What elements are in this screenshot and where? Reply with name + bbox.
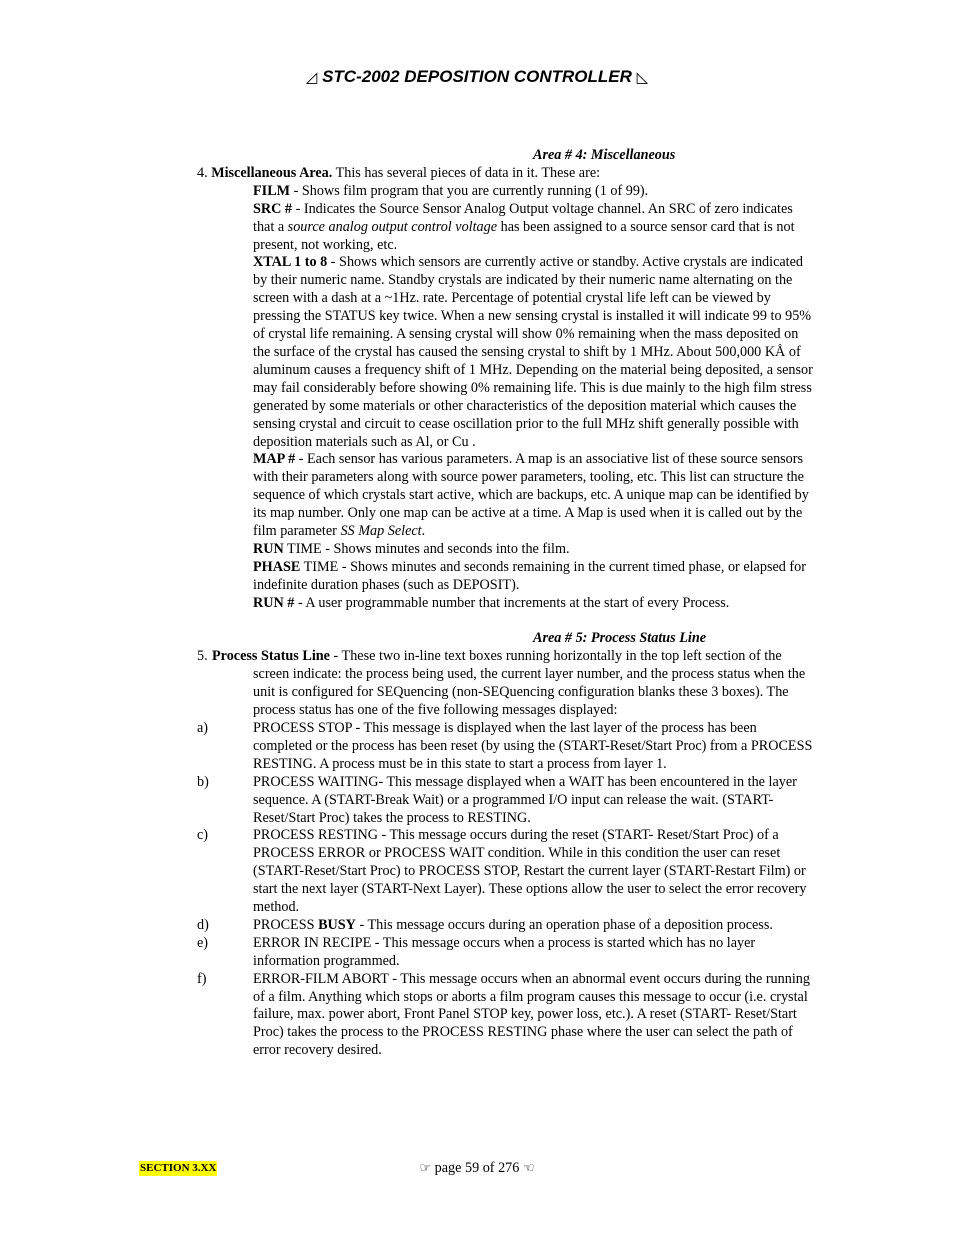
area-4-intro <box>197 165 817 183</box>
film-text: - Shows film program that you are currently running (1 of 99). <box>290 182 649 199</box>
run-time-paragraph <box>197 541 817 559</box>
pointing-left-hand-icon: ☜ <box>522 1161 535 1176</box>
list-item-text: PROCESS RESTING - This message occurs during the reset (START- Reset/Start Proc) of a PROCESS ERROR or PROCESS WAIT condition. While in this condition the user can reset (START-Reset/Start Proc) to PROCESS STOP, Restart the current layer (START-Restart Film) or start the next layer (START-Next Layer). These options allow the user to select the error recovery method. <box>253 827 807 916</box>
list-item-text: - This message occurs during an operation phase of a deposition process. <box>355 916 773 933</box>
area-4-number: 4. <box>197 164 208 181</box>
list-item-label: a) <box>197 719 209 736</box>
phase-time-paragraph <box>197 559 817 595</box>
src-paragraph <box>197 201 817 255</box>
run-time-text: TIME - Shows minutes and seconds into the film. <box>283 540 570 557</box>
run-number-label: RUN # <box>253 594 295 611</box>
page-title: STC-2002 DEPOSITION CONTROLLER <box>322 67 632 86</box>
area-4-title: Area # 4: Miscellaneous <box>533 147 676 163</box>
page-header <box>0 66 954 89</box>
list-item <box>197 935 817 971</box>
list-item <box>197 720 817 774</box>
area-5-intro-wrap <box>212 648 805 718</box>
list-item <box>197 917 817 935</box>
src-italic: source analog output control voltage <box>287 218 498 235</box>
phase-time-text: TIME - Shows minutes and seconds remaining in the current timed phase, or elapsed for indefinite duration phases (such as DEPOSIT). <box>253 558 806 593</box>
map-paragraph <box>197 451 817 541</box>
list-item <box>197 827 817 917</box>
film-paragraph <box>197 183 817 201</box>
list-item-label: b) <box>197 773 209 790</box>
xtal-text: - Shows which sensors are currently active or standby. Active crystals are indicated by their numeric name. Standby crystals are indicated by their numeric name alternating on the screen with a dash at a ~1Hz. rate. Percentage of potential crystal life left can be viewed by pressing the STATUS key twice. When a new sensing crystal is installed it will indicate 99 to 95% of crystal life remaining. A sensing crystal will show 0% remaining when the mass deposited on the surface of the crystal has caused the sensing crystal to shift by 1 MHz. About 500,000 KÅ of aluminum causes a frequency shift of 1 MHz. Depending on the material being deposited, a sensor may fail considerably before showing 0% remaining life. This is due mainly to the high film stress generated by some materials or other characteristics of the deposition material which causes the sensing crystal and circuit to cease oscillation prior to the full MHz shift generally possible with deposition materials such as Al, or Cu . <box>253 254 813 450</box>
src-text-a: - Indicates the Source Sensor Analog Output voltage channel. An SRC of zero indicates that a <box>253 200 793 235</box>
list-item <box>197 774 817 828</box>
src-label: SRC # <box>253 200 293 217</box>
phase-time-label: PHASE <box>253 558 301 575</box>
area-4-heading: Miscellaneous Area. <box>211 164 333 181</box>
pointing-right-hand-icon: ☞ <box>419 1161 432 1176</box>
left-triangle-icon: ◿ <box>305 69 318 86</box>
document-body <box>197 147 817 1060</box>
list-item-label: d) <box>197 916 209 933</box>
list-item <box>197 971 817 1061</box>
list-item-label: e) <box>197 934 209 951</box>
list-item-text: PROCESS WAITING- This message displayed when a WAIT has been encountered in the layer sequence. A (START-Break Wait) or a programmed I/O input can release the wait. (START-Reset/Start Proc) takes the process to RESTING. <box>253 773 797 826</box>
map-label: MAP # <box>253 451 296 468</box>
film-label: FILM <box>253 182 291 199</box>
area-5-title: Area # 5: Process Status Line <box>533 630 707 647</box>
area-5-heading: Process Status Line <box>212 648 330 665</box>
run-number-text: - A user programmable number that increments at the start of every Process. <box>294 594 730 611</box>
src-text-b: has been assigned to a source sensor card that is not present, not working, etc. <box>253 218 795 253</box>
list-item-text: ERROR-FILM ABORT - This message occurs when an abnormal event occurs during the running of a film. Anything which stops or aborts a film program causes this message to occur (i.e. crystal failure, max. power abort, Front Panel STOP key, power loss, etc.). A reset (START- Reset/Start Proc) takes the process to the PROCESS RESTING phase where the user can select the path of error recovery desired. <box>253 970 810 1059</box>
area-5-intro <box>197 648 817 720</box>
list-item-text: ERROR IN RECIPE - This message occurs when a process is started which has no layer information programmed. <box>253 934 756 969</box>
list-item-text: PROCESS STOP - This message is displayed when the last layer of the process has been completed or the process has been reset (by using the (START-Reset/Start Proc) from a PROCESS RESTING. A process must be in this state to start a process from layer 1. <box>253 719 813 772</box>
area-5-intro-text: - These two in-line text boxes running horizontally in the top left section of the screen indicate: the process being used, the current layer number, and the process status when the unit is configured for SEQuencing (non-SEQuencing configuration blanks these 3 boxes). The process status has one of the five following messages displayed: <box>253 648 806 719</box>
list-item-bold: BUSY <box>318 916 356 933</box>
list-item-text-pre: PROCESS <box>253 916 319 933</box>
page-number-text: page 59 of 276 <box>434 1160 520 1176</box>
page-number <box>0 1159 954 1178</box>
list-item-label: c) <box>197 827 209 844</box>
area-4-intro-text: This has several pieces of data in it. These are: <box>332 164 601 181</box>
spacer <box>197 613 817 631</box>
xtal-paragraph <box>197 254 817 451</box>
map-text-b: . <box>421 523 426 540</box>
map-italic: SS Map Select <box>340 523 422 540</box>
right-triangle-icon: ◺ <box>636 69 649 86</box>
run-number-paragraph <box>197 595 817 613</box>
run-time-label: RUN <box>253 540 284 557</box>
area-5-number: 5. <box>197 648 208 665</box>
map-text-a: - Each sensor has various parameters. A map is an associative list of these source sensors with their parameters along with source power parameters, tooling, etc. This list can structure the sequence of which crystals start active, which are backups, etc. A unique map can be identified by its map number. Only one map can be active at a time. A Map is used when it is called out by the film parameter <box>253 451 809 540</box>
list-item-label: f) <box>197 970 207 987</box>
section-badge: SECTION 3.XX <box>140 1162 217 1174</box>
xtal-label: XTAL 1 to 8 <box>253 254 328 271</box>
